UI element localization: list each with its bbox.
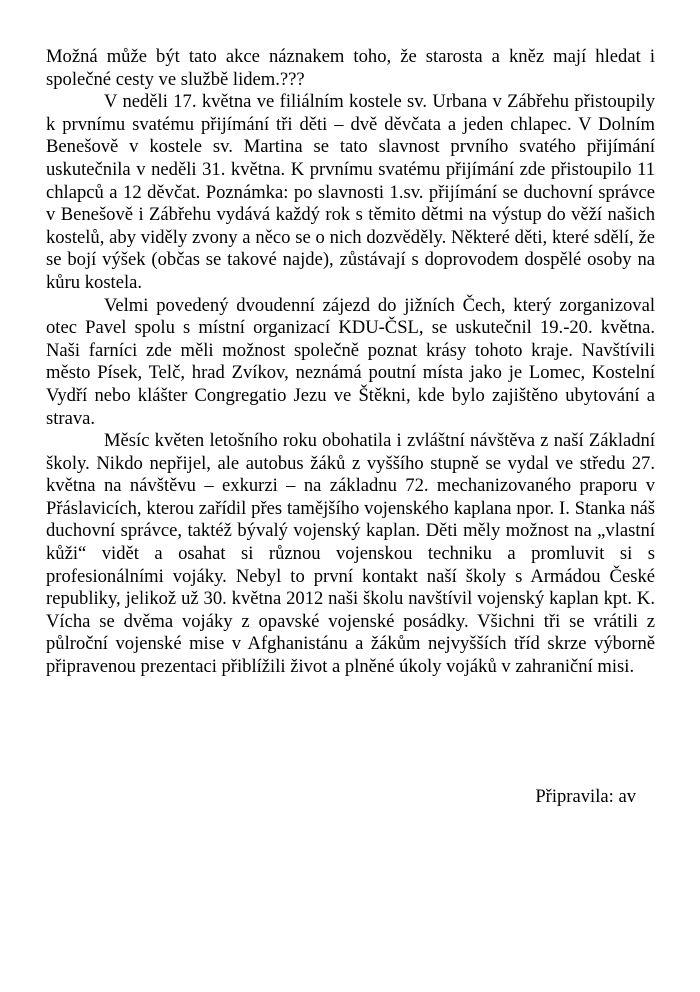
paragraph-intro: Možná může být tato akce náznakem toho, že starosta a kněz mají hledat i společné cesty ve službě lidem.??? bbox=[46, 46, 655, 90]
signature: Připravila: av bbox=[535, 786, 636, 807]
paragraph-trip-south-bohemia: Velmi povedený dvoudenní zájezd do jižních Čech, který zorganizoval otec Pavel spolu s místní organizací KDU-ČSL, se uskutečnil 19.-20. května. Naši farníci zde měli možnost společně poznat krásy tohoto kraje. Navštívili město Písek, Telč, hrad Zvíkov, neznámá poutní místa jako je Lomec, Kostelní Vydří nebo klášter Congregatio Jezu ve Štěkni, kde bylo zajištěno ubytování a strava. bbox=[46, 294, 655, 429]
paragraph-first-communion: V neděli 17. května ve filiálním kostele sv. Urbana v Zábřehu přistoupily k prvnímu svatému přijímání tři děti – dvě děvčata a jeden chlapec. V Dolním Benešově v kostele sv. Martina se tato slavnost prvního svatého přijímání uskutečnila v neděli 31. května. K prvnímu svatému přijímání zde přistoupilo 11 chlapců a 12 děvčat. Poznámka: po slavnosti 1.sv. přijímání se duchovní správce v Benešově i Zábřehu vydává každý rok s těmito dětmi na výstup do věží našich kostelů, aby viděly zvony a něco se o nich dozvěděly. Některé děti, které sdělí, že se bojí výšek (občas se takové najde), zůstávají s doprovodem dospělé osoby na kůru kostela. bbox=[46, 91, 655, 293]
paragraph-school-visit: Měsíc květen letošního roku obohatila i zvláštní návštěva z naší Základní školy. Nikdo nepřijel, ale autobus žáků z vyššího stupně se vydal ve středu 27. května na návštěvu – exkurzi – na základnu 72. mechanizovaného praporu v Přáslavicích, kterou zařídil přes tamějšího vojenského kaplana npor. I. Stanka náš duchovní správce, taktéž bývalý vojenský kaplan. Děti měly možnost na „vlastní kůži“ vidět a osahat si různou vojenskou techniku a promluvit si s profesionálními vojáky. Nebyl to první kontakt naší školy s Armádou České republiky, jelikož už 30. května 2012 naši školu navštívil vojenský kaplan kpt. K. Vícha se dvěma vojáky z opavské vojenské posádky. Všichni tři se vrátili z půlroční vojenské mise v Afghanistánu a žákům nejvyšších tříd skrze výborně připravenou prezentaci přiblížili život a plněné úkoly vojáků v zahraniční misi. bbox=[46, 430, 655, 678]
document-body bbox=[46, 46, 655, 679]
